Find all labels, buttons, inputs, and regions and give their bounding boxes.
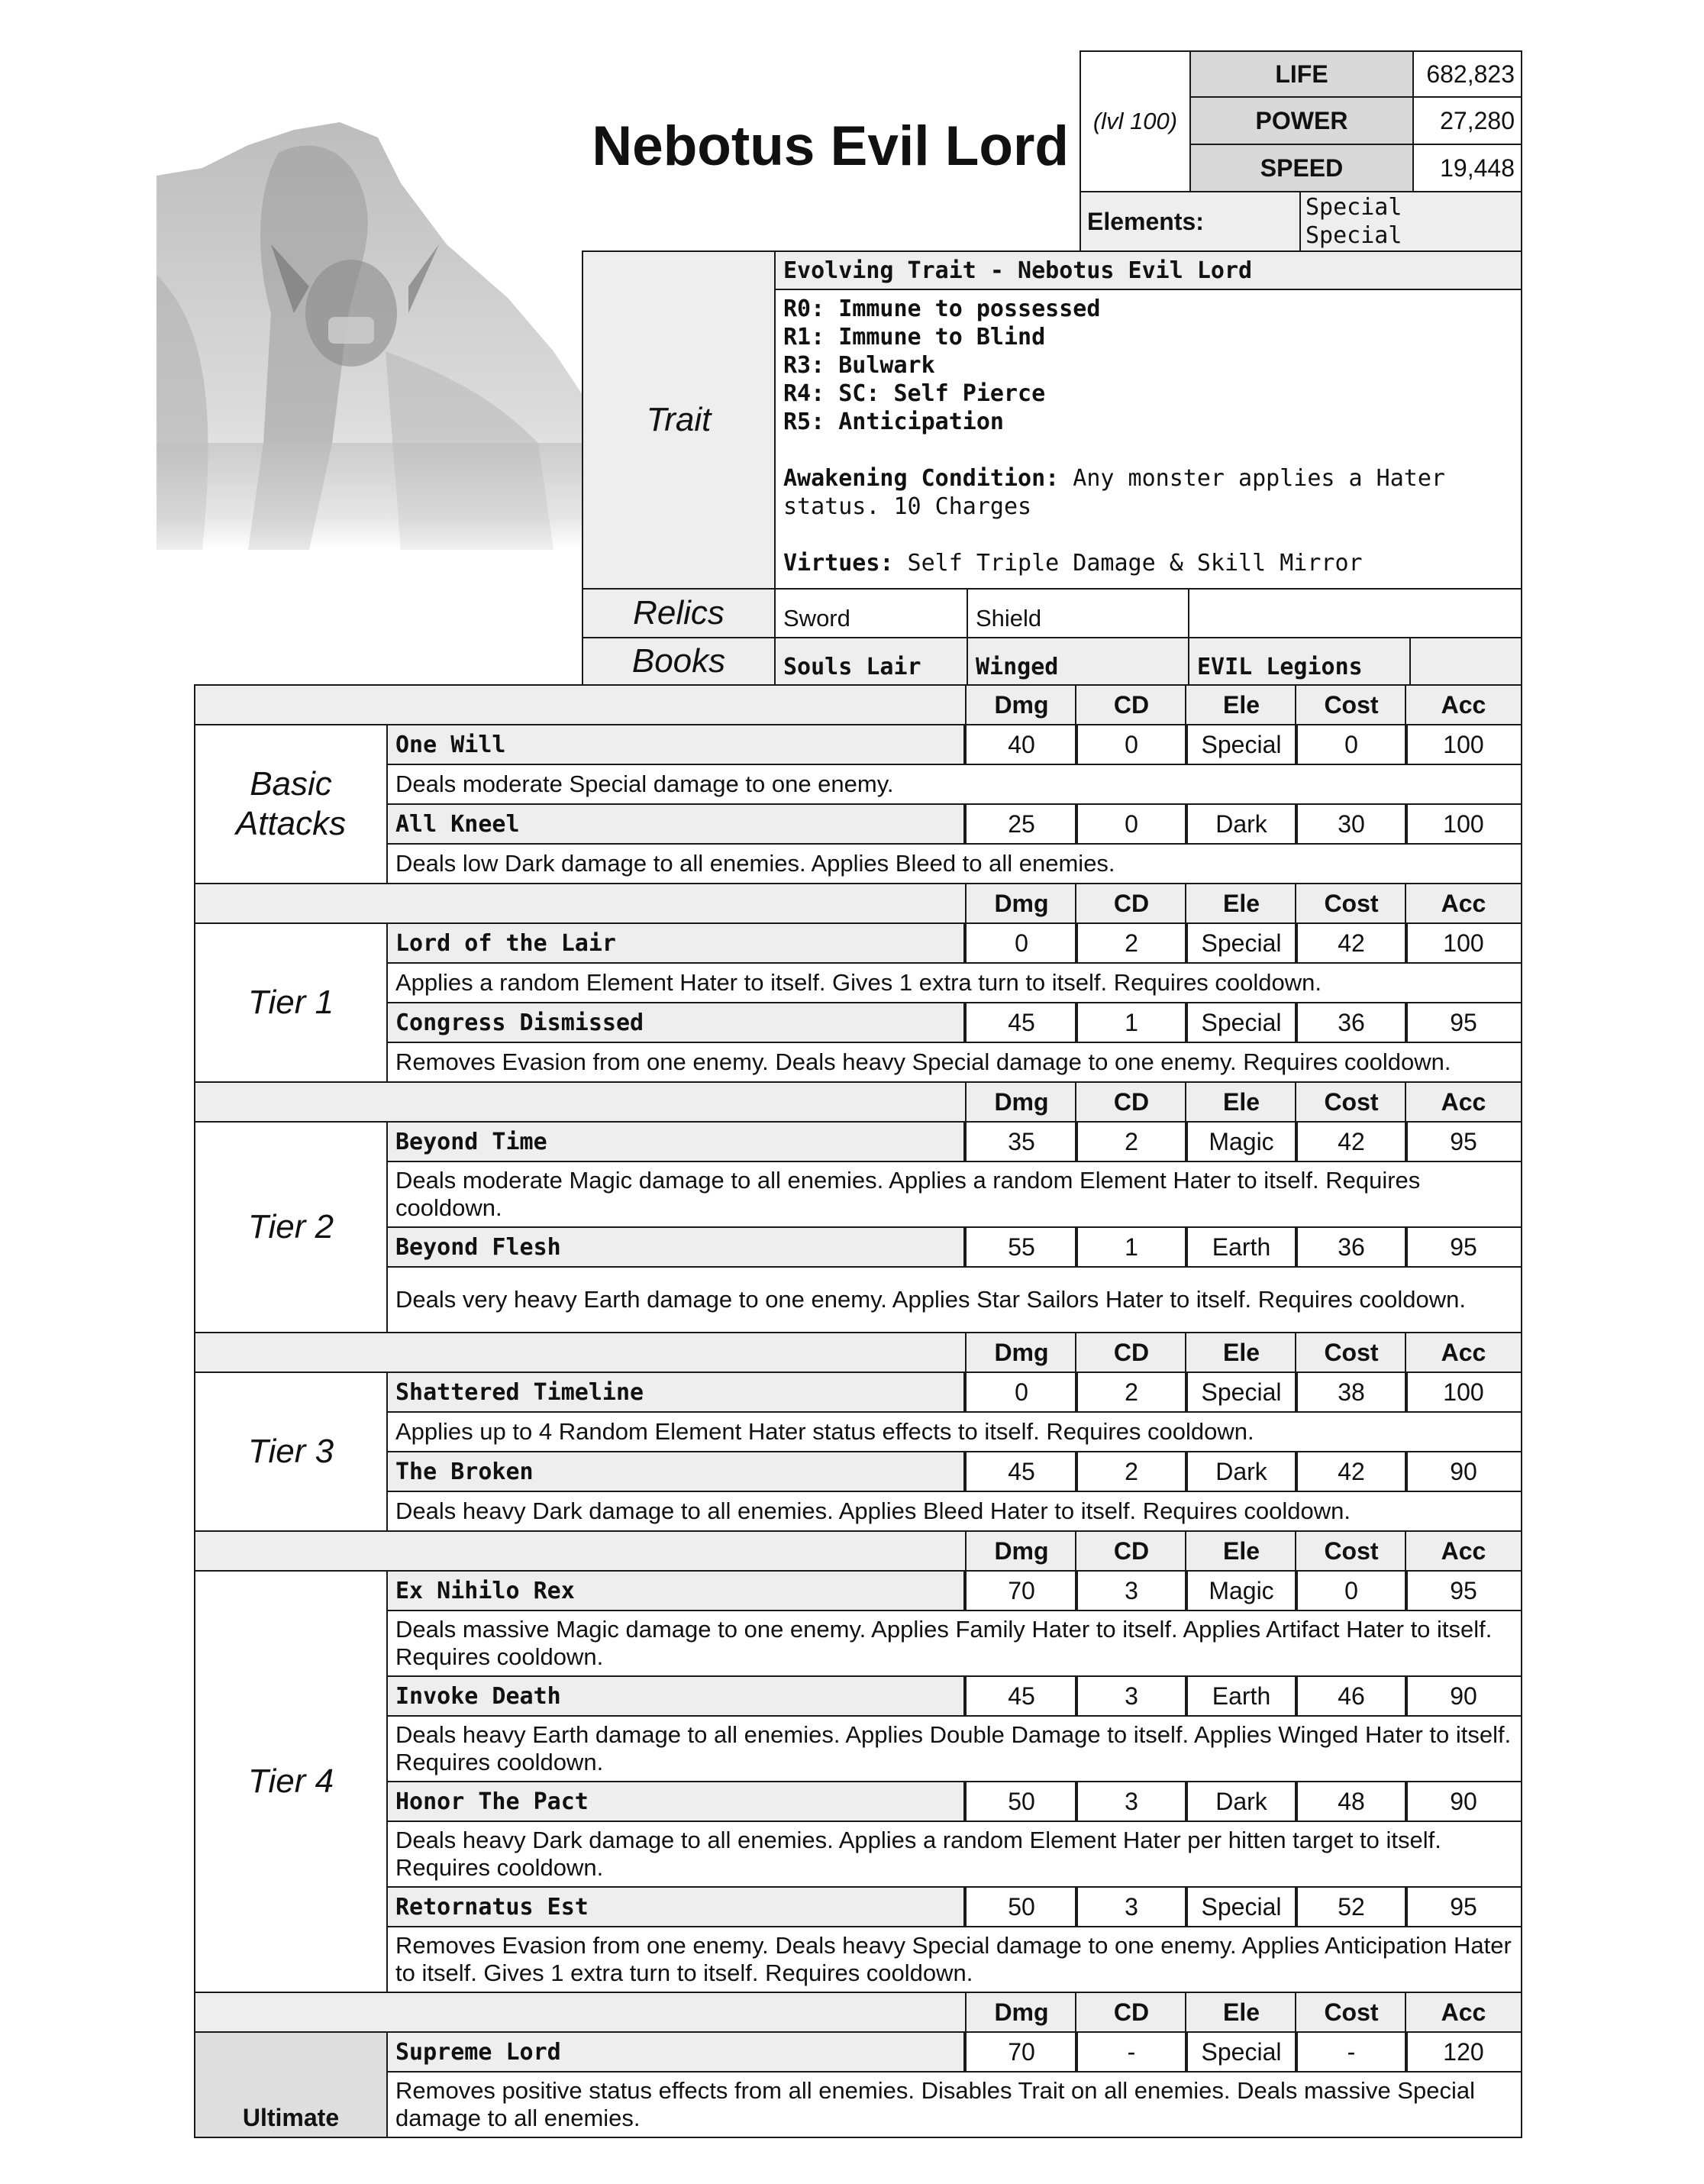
skill-dmg: 45 xyxy=(965,1675,1078,1717)
skill-dmg: 50 xyxy=(965,1781,1078,1822)
column-header-cd: CD xyxy=(1075,684,1188,725)
skill-dmg: 0 xyxy=(965,1371,1078,1413)
skill-name: Beyond Time xyxy=(386,1121,965,1162)
column-header-acc: Acc xyxy=(1405,1530,1522,1572)
trait-rank-0: R0: Immune to possessed xyxy=(783,296,1101,322)
skill-ele: Special xyxy=(1185,724,1298,765)
relics-label: Relics xyxy=(582,588,776,638)
life-value: 682,823 xyxy=(1412,50,1522,98)
skill-acc: 95 xyxy=(1405,1226,1522,1268)
skill-cd: 3 xyxy=(1075,1886,1188,1927)
skill-acc: 95 xyxy=(1405,1570,1522,1611)
speed-label: SPEED xyxy=(1189,144,1414,192)
skill-cd: 1 xyxy=(1075,1002,1188,1043)
skill-acc: 95 xyxy=(1405,1121,1522,1162)
skill-dmg: 70 xyxy=(965,2031,1078,2073)
column-header-cost: Cost xyxy=(1295,1081,1408,1123)
section-label: Tier 1 xyxy=(194,922,388,1083)
skill-name: Invoke Death xyxy=(386,1675,965,1717)
skill-description: Deals very heavy Earth damage to one enemy. Applies Star Sailors Hater to itself. Requires cooldown. xyxy=(386,1266,1522,1333)
trait-details xyxy=(774,289,1522,590)
column-header-cd: CD xyxy=(1075,1530,1188,1572)
skill-cost: 42 xyxy=(1295,1121,1408,1162)
skill-name: Lord of the Lair xyxy=(386,922,965,964)
power-value: 27,280 xyxy=(1412,96,1522,145)
book-3: EVIL Legions xyxy=(1188,637,1411,686)
section-label: Tier 3 xyxy=(194,1371,388,1532)
column-header-dmg: Dmg xyxy=(965,1081,1078,1123)
column-header-ele: Ele xyxy=(1185,883,1298,924)
skill-cost: 0 xyxy=(1295,724,1408,765)
skill-dmg: 35 xyxy=(965,1121,1078,1162)
element-1: Special xyxy=(1305,194,1402,221)
column-header-ele: Ele xyxy=(1185,1332,1298,1373)
skill-ele: Magic xyxy=(1185,1570,1298,1611)
virtues xyxy=(783,549,1513,577)
awakening-label: Awakening Condition: xyxy=(783,465,1060,492)
skill-ele: Dark xyxy=(1185,803,1298,845)
column-header-cost: Cost xyxy=(1295,1530,1408,1572)
column-header-acc: Acc xyxy=(1405,1332,1522,1373)
skill-cd: 2 xyxy=(1075,1451,1188,1492)
trait-rank-1: R1: Immune to Blind xyxy=(783,324,1046,351)
column-header-ele: Ele xyxy=(1185,1081,1298,1123)
skill-description: Deals low Dark damage to all enemies. Applies Bleed to all enemies. xyxy=(386,843,1522,884)
book-4 xyxy=(1409,637,1522,686)
trait-label: Trait xyxy=(582,250,776,590)
skill-cd: - xyxy=(1075,2031,1188,2073)
column-header-ele: Ele xyxy=(1185,684,1298,725)
skill-cost: 52 xyxy=(1295,1886,1408,1927)
book-1: Souls Lair xyxy=(774,637,968,686)
column-header-acc: Acc xyxy=(1405,684,1522,725)
skill-description: Applies a random Element Hater to itself. Gives 1 extra turn to itself. Requires cooldown. xyxy=(386,962,1522,1003)
skill-dmg: 40 xyxy=(965,724,1078,765)
skill-cost: 36 xyxy=(1295,1226,1408,1268)
skill-cost: 48 xyxy=(1295,1781,1408,1822)
skill-dmg: 70 xyxy=(965,1570,1078,1611)
elements-values xyxy=(1299,191,1522,252)
trait-rank-4: R5: Anticipation xyxy=(783,409,1004,435)
skill-description: Removes Evasion from one enemy. Deals heavy Special damage to one enemy. Requires cooldown. xyxy=(386,1042,1522,1083)
column-header-ele: Ele xyxy=(1185,1992,1298,2033)
trait-title: Evolving Trait - Nebotus Evil Lord xyxy=(774,250,1522,290)
skill-acc: 100 xyxy=(1405,803,1522,845)
skill-cost: 36 xyxy=(1295,1002,1408,1043)
skill-cd: 3 xyxy=(1075,1570,1188,1611)
column-header-dmg: Dmg xyxy=(965,1992,1078,2033)
column-header-cost: Cost xyxy=(1295,1332,1408,1373)
skill-name: Retornatus Est xyxy=(386,1886,965,1927)
skill-description: Deals moderate Magic damage to all enemies. Applies a random Element Hater to itself. Requires cooldown. xyxy=(386,1161,1522,1228)
section-header-bar xyxy=(194,1530,967,1572)
skill-dmg: 55 xyxy=(965,1226,1078,1268)
skill-ele: Special xyxy=(1185,2031,1298,2073)
skill-cost: 46 xyxy=(1295,1675,1408,1717)
skill-description: Deals heavy Earth damage to all enemies. Applies Double Damage to itself. Applies Winged Hater to itself. Requires cooldown. xyxy=(386,1715,1522,1782)
skill-cd: 0 xyxy=(1075,803,1188,845)
skill-cost: 0 xyxy=(1295,1570,1408,1611)
awakening-text: Any monster applies a Hater status. 10 Charges xyxy=(783,465,1445,520)
skill-description: Removes Evasion from one enemy. Deals heavy Special damage to one enemy. Applies Anticipation Hater to itself. Gives 1 extra turn to itself. Requires cooldown. xyxy=(386,1926,1522,1993)
level-badge: (lvl 100) xyxy=(1080,50,1191,192)
skill-cost: 42 xyxy=(1295,1451,1408,1492)
skill-cd: 0 xyxy=(1075,724,1188,765)
life-label: LIFE xyxy=(1189,50,1414,98)
column-header-dmg: Dmg xyxy=(965,1530,1078,1572)
skill-acc: 95 xyxy=(1405,1886,1522,1927)
skill-acc: 90 xyxy=(1405,1781,1522,1822)
skill-cost: - xyxy=(1295,2031,1408,2073)
skill-acc: 100 xyxy=(1405,922,1522,964)
skill-ele: Earth xyxy=(1185,1675,1298,1717)
skill-cost: 38 xyxy=(1295,1371,1408,1413)
skill-name: Beyond Flesh xyxy=(386,1226,965,1268)
column-header-dmg: Dmg xyxy=(965,883,1078,924)
book-2: Winged xyxy=(967,637,1189,686)
skill-description: Removes positive status effects from all enemies. Disables Trait on all enemies. Deals massive Special damage to all enemies. xyxy=(386,2071,1522,2138)
relic-2: Shield xyxy=(967,588,1189,638)
skill-acc: 95 xyxy=(1405,1002,1522,1043)
skill-name: Supreme Lord xyxy=(386,2031,965,2073)
skill-name: All Kneel xyxy=(386,803,965,845)
column-header-cost: Cost xyxy=(1295,1992,1408,2033)
skill-ele: Dark xyxy=(1185,1781,1298,1822)
trait-rank-2: R3: Bulwark xyxy=(783,352,935,379)
skill-ele: Magic xyxy=(1185,1121,1298,1162)
speed-value: 19,448 xyxy=(1412,144,1522,192)
skill-ele: Special xyxy=(1185,1371,1298,1413)
section-label: Tier 4 xyxy=(194,1570,388,1993)
skill-cd: 2 xyxy=(1075,1371,1188,1413)
section-header-bar xyxy=(194,883,967,924)
skill-description: Deals moderate Special damage to one enemy. xyxy=(386,764,1522,805)
trait-rank-3: R4: SC: Self Pierce xyxy=(783,380,1046,407)
skill-name: The Broken xyxy=(386,1451,965,1492)
section-header-bar xyxy=(194,1992,967,2033)
skill-cd: 2 xyxy=(1075,922,1188,964)
skill-name: One Will xyxy=(386,724,965,765)
section-label: Tier 2 xyxy=(194,1121,388,1333)
power-label: POWER xyxy=(1189,96,1414,145)
skill-dmg: 25 xyxy=(965,803,1078,845)
skill-acc: 100 xyxy=(1405,1371,1522,1413)
skill-ele: Dark xyxy=(1185,1451,1298,1492)
column-header-dmg: Dmg xyxy=(965,684,1078,725)
virtues-label: Virtues: xyxy=(783,550,894,577)
virtues-text: Self Triple Damage & Skill Mirror xyxy=(893,550,1363,577)
skill-ele: Earth xyxy=(1185,1226,1298,1268)
section-header-bar xyxy=(194,1332,967,1373)
skill-cd: 2 xyxy=(1075,1121,1188,1162)
skill-name: Ex Nihilo Rex xyxy=(386,1570,965,1611)
skill-dmg: 50 xyxy=(965,1886,1078,1927)
skill-acc: 120 xyxy=(1405,2031,1522,2073)
skill-ele: Special xyxy=(1185,1002,1298,1043)
skill-cd: 1 xyxy=(1075,1226,1188,1268)
column-header-cd: CD xyxy=(1075,1332,1188,1373)
relic-3 xyxy=(1188,588,1522,638)
skill-dmg: 45 xyxy=(965,1002,1078,1043)
relic-1: Sword xyxy=(774,588,968,638)
section-header-bar xyxy=(194,684,967,725)
skill-description: Deals heavy Dark damage to all enemies. Applies a random Element Hater per hitten target to itself. Requires cooldown. xyxy=(386,1821,1522,1888)
skill-cost: 42 xyxy=(1295,922,1408,964)
column-header-cd: CD xyxy=(1075,883,1188,924)
column-header-cost: Cost xyxy=(1295,684,1408,725)
skill-acc: 100 xyxy=(1405,724,1522,765)
section-label: Ultimate xyxy=(194,2031,388,2138)
skill-ele: Special xyxy=(1185,922,1298,964)
skill-description: Deals massive Magic damage to one enemy. Applies Family Hater to itself. Applies Artifact Hater to itself. Requires cooldown. xyxy=(386,1610,1522,1677)
monster-name: Nebotus Evil Lord xyxy=(592,115,1069,177)
skill-cd: 3 xyxy=(1075,1675,1188,1717)
column-header-acc: Acc xyxy=(1405,1992,1522,2033)
column-header-ele: Ele xyxy=(1185,1530,1298,1572)
column-header-cd: CD xyxy=(1075,1992,1188,2033)
skill-cost: 30 xyxy=(1295,803,1408,845)
column-header-acc: Acc xyxy=(1405,883,1522,924)
skill-dmg: 45 xyxy=(965,1451,1078,1492)
section-header-bar xyxy=(194,1081,967,1123)
elements-label: Elements: xyxy=(1080,191,1301,252)
skill-description: Deals heavy Dark damage to all enemies. Applies Bleed Hater to itself. Requires cooldown. xyxy=(386,1491,1522,1532)
column-header-cd: CD xyxy=(1075,1081,1188,1123)
skill-cd: 3 xyxy=(1075,1781,1188,1822)
skill-acc: 90 xyxy=(1405,1675,1522,1717)
element-2: Special xyxy=(1305,222,1402,249)
skill-description: Applies up to 4 Random Element Hater status effects to itself. Requires cooldown. xyxy=(386,1411,1522,1452)
skill-name: Shattered Timeline xyxy=(386,1371,965,1413)
skill-ele: Special xyxy=(1185,1886,1298,1927)
column-header-cost: Cost xyxy=(1295,883,1408,924)
awakening-condition xyxy=(783,464,1513,521)
skill-dmg: 0 xyxy=(965,922,1078,964)
skill-acc: 90 xyxy=(1405,1451,1522,1492)
monster-portrait xyxy=(157,122,584,550)
skill-name: Congress Dismissed xyxy=(386,1002,965,1043)
column-header-dmg: Dmg xyxy=(965,1332,1078,1373)
section-label: Basic Attacks xyxy=(194,724,388,884)
skill-name: Honor The Pact xyxy=(386,1781,965,1822)
column-header-acc: Acc xyxy=(1405,1081,1522,1123)
books-label: Books xyxy=(582,637,776,686)
